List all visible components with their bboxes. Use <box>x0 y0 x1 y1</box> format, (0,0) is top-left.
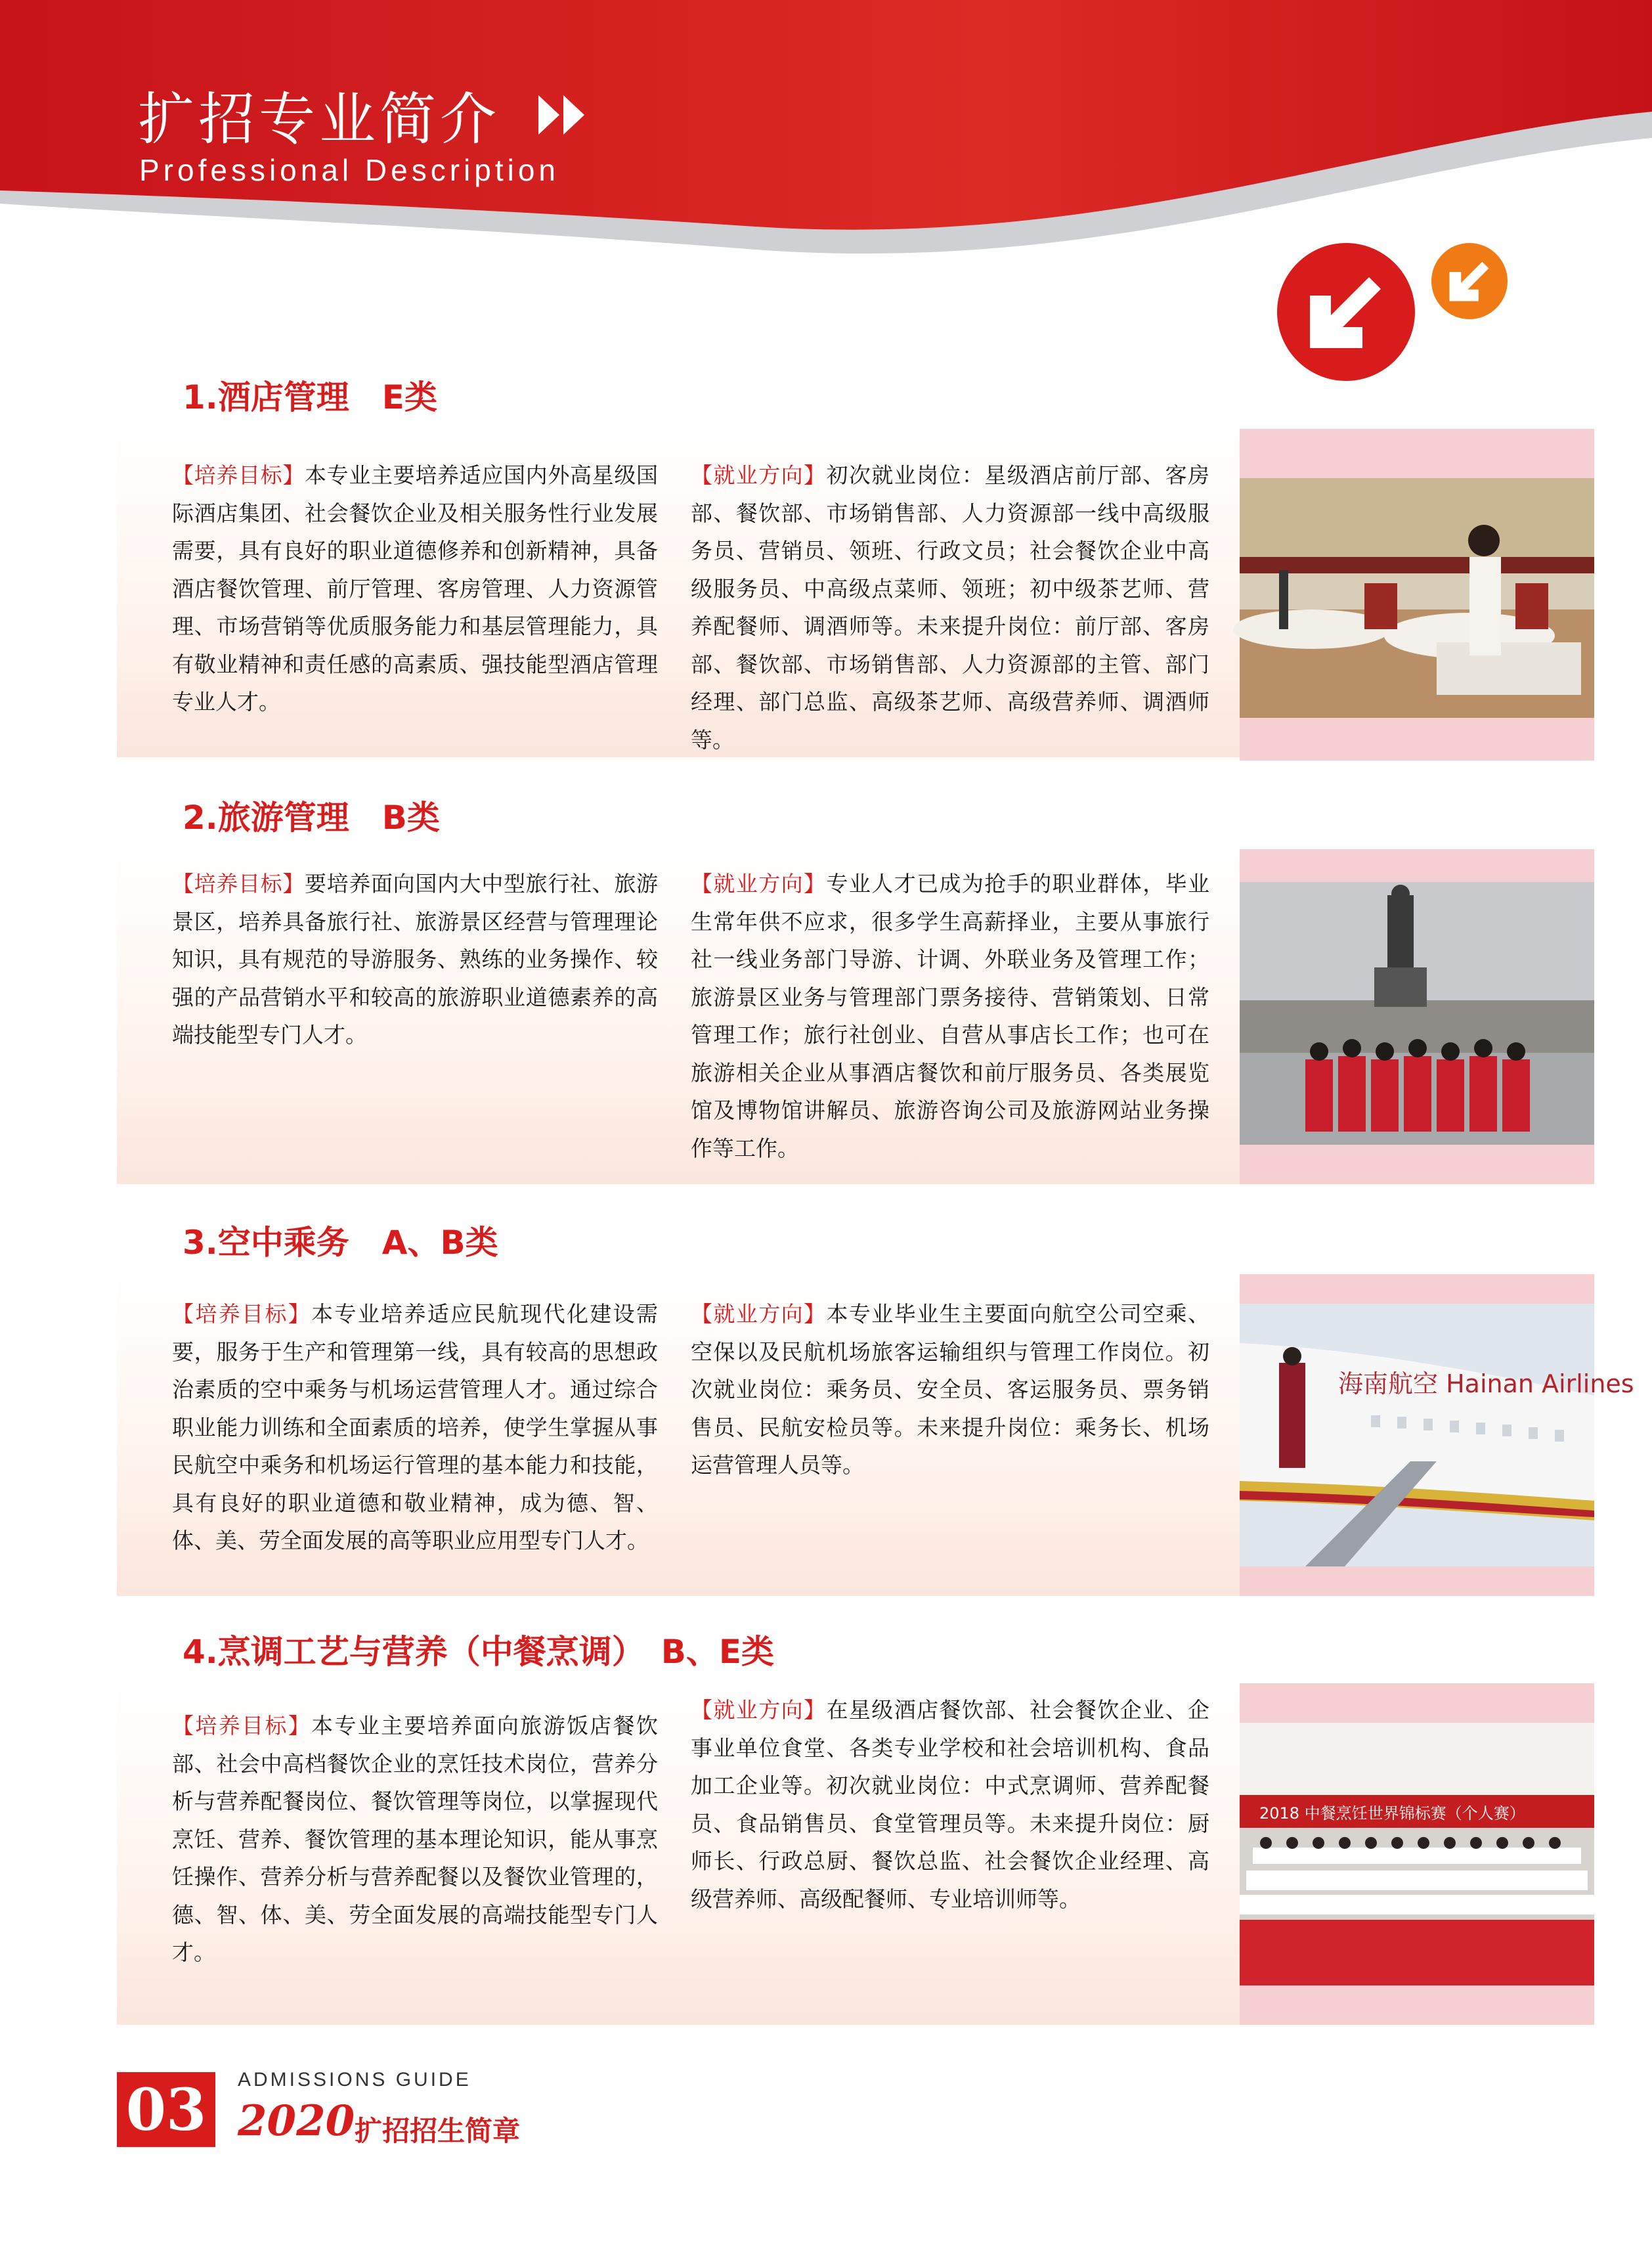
photo-frame <box>1240 1274 1634 1596</box>
training-goal-tag: 【培养目标】 <box>172 462 305 488</box>
double-chevron-right-icon <box>538 92 591 138</box>
training-goal-text: 【培养目标】本专业主要培养面向旅游饭店餐饮部、社会中高档餐饮企业的烹饪技术岗位，营养分析与营养配餐岗位、餐饮管理等岗位，以掌握现代烹饪、营养、餐饮管理的基本理论知识，能从事烹饪操作、营养分析与营养配餐以及餐饮业管理的，德、智、体、美、劳全面发展的高端技能型专门人才。 <box>172 1713 659 1965</box>
airplane-stairs-photo <box>1240 1304 1634 1566</box>
photo-frame <box>1240 429 1594 761</box>
section-title: 3.空中乘务 A、B类 <box>183 1224 498 1262</box>
career-direction-tag: 【就业方向】 <box>691 871 827 897</box>
career-direction-tag: 【就业方向】 <box>691 1301 827 1327</box>
career-direction-tag: 【就业方向】 <box>691 462 827 488</box>
admissions-guide-label: ADMISSIONS GUIDE <box>238 2069 471 2091</box>
photo-frame <box>1240 849 1594 1184</box>
page-subtitle: Professional Description <box>139 153 560 187</box>
section-title: 2.旅游管理 B类 <box>183 799 440 837</box>
career-direction-tag: 【就业方向】 <box>691 1697 827 1723</box>
training-goal-tag: 【培养目标】 <box>172 1301 312 1327</box>
training-goal-tag: 【培养目标】 <box>172 871 305 897</box>
career-direction-text: 【就业方向】初次就业岗位：星级酒店前厅部、客房部、餐饮部、市场销售部、人力资源部一线中高级服务员、营销员、领班、行政文员；社会餐饮企业中高级服务员、中高级点菜师、领班；初中级茶艺师、营养配餐师、调酒师等。未来提升岗位：前厅部、客房部、餐饮部、市场销售部、人力资源部的主管、部门经理、部门总监、高级茶艺师、高级营养师、调酒师等。 <box>691 462 1210 753</box>
guide-year: 2020 <box>238 2096 355 2146</box>
competition-banner-text: 2018 中餐烹饪世界锦标赛（个人赛） <box>1259 1804 1525 1823</box>
career-direction-text: 【就业方向】专业人才已成为抢手的职业群体，毕业生常年供不应求，很多学生高薪择业，主要从事旅行社一线业务部门导游、计调、外联业务及管理工作；旅游景区业务与管理部门票务接待、营销策划、日常管理工作；旅行社创业、自营从事店长工作；也可在旅游相关企业从事酒店餐饮和前厅服务员、各类展览馆及博物馆讲解员、旅游咨询公司及旅游网站业务操作等工作。 <box>691 871 1210 1161</box>
section-title: 4.烹调工艺与营养（中餐烹调） B、E类 <box>183 1633 775 1671</box>
arrow-down-left-icon <box>1431 243 1508 319</box>
training-goal-text: 【培养目标】本专业培养适应民航现代化建设需要，服务于生产和管理第一线，具有较高的思想政治素质的空中乘务与机场运营管理人才。通过综合职业能力训练和全面素质的培养，使学生掌握从事民航空中乘务和机场运行管理的基本能力和技能，具有良好的职业道德和敬业精神，成为德、智、体、美、劳全面发展的高等职业应用型专门人才。 <box>172 1301 659 1553</box>
chef-competition-group-photo <box>1240 1723 1594 1985</box>
photo-frame <box>1240 1683 1594 2025</box>
restaurant-banquet-photo <box>1240 478 1594 718</box>
arrow-down-left-icon <box>1277 243 1415 381</box>
training-goal-text: 【培养目标】本专业主要培养适应国内外高星级国际酒店集团、社会餐饮企业及相关服务性行业发展需要，具有良好的职业道德修养和创新精神，具备酒店餐饮管理、前厅管理、客房管理、人力资源管理、市场营销等优质服务能力和基层管理能力，具有敬业精神和责任感的高素质、强技能型酒店管理专业人才。 <box>172 462 659 715</box>
training-goal-tag: 【培养目标】 <box>172 1713 312 1738</box>
career-direction-text: 【就业方向】在星级酒店餐饮部、社会餐饮企业、企事业单位食堂、各类专业学校和社会培训机构、食品加工企业等。初次就业岗位：中式烹调师、营养配餐员、食品销售员、食堂管理员等。未来提升岗位：厨师长、行政总厨、餐饮总监、社会餐饮企业经理、高级营养师、高级配餐师、专业培训师等。 <box>691 1697 1210 1912</box>
section-title: 1.酒店管理 E类 <box>183 378 437 416</box>
career-direction-text: 【就业方向】本专业毕业生主要面向航空公司空乘、空保以及民航机场旅客运输组织与管理工作岗位。初次就业岗位：乘务员、安全员、客运服务员、票务销售员、民航安检员等。未来提升岗位：乘务长、机场运营管理人员等。 <box>691 1301 1210 1478</box>
airline-livery-text: 海南航空 Hainan Airlines <box>1338 1369 1634 1398</box>
page-title: 扩招专业简介 <box>138 87 500 152</box>
guide-title: 扩招招生简章 <box>355 2115 521 2147</box>
page-number: 03 <box>117 2072 215 2147</box>
tour-group-statue-photo <box>1240 882 1594 1145</box>
training-goal-text: 【培养目标】要培养面向国内大中型旅行社、旅游景区，培养具备旅行社、旅游景区经营与管理理论知识，具有规范的导游服务、熟练的业务操作、较强的产品营销水平和较高的旅游职业道德素养的高端技能型专门人才。 <box>172 871 659 1048</box>
